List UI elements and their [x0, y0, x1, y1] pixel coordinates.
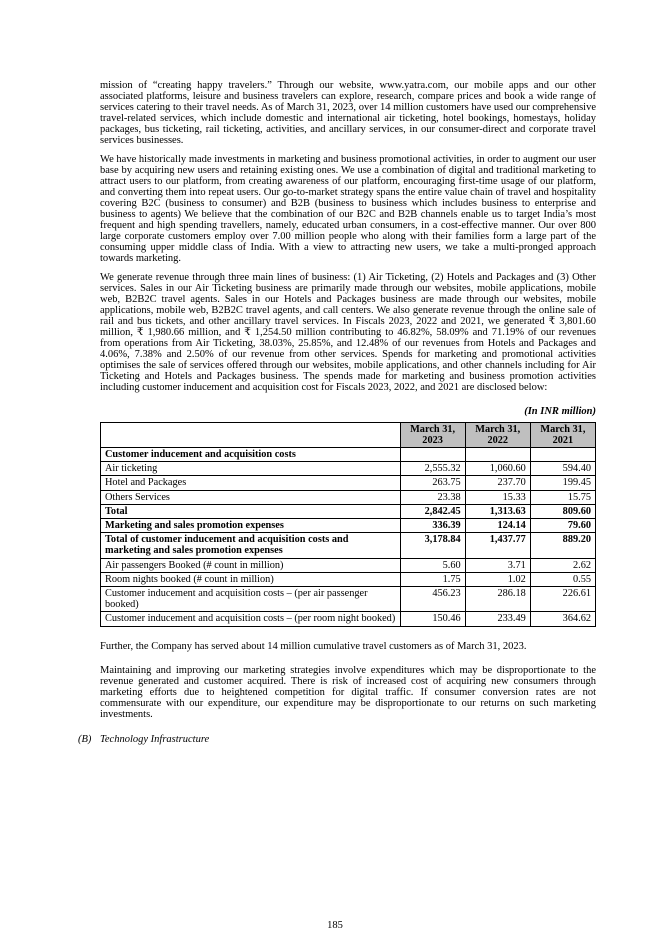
- table-row-others-services: [101, 490, 596, 504]
- row-value: 233.49: [465, 612, 530, 626]
- row-value: 286.18: [465, 586, 530, 611]
- row-value: 2.62: [530, 558, 595, 572]
- marketing-costs-table: [100, 422, 596, 627]
- table-header-blank-cell: [101, 422, 401, 447]
- table-row-air-ticketing: [101, 462, 596, 476]
- row-label: Total of customer inducement and acquisition costs and marketing and sales promotion expenses: [101, 533, 401, 558]
- row-value: 5.60: [400, 558, 465, 572]
- table-row-hotel-packages: [101, 476, 596, 490]
- row-value: 15.75: [530, 490, 595, 504]
- row-value: 124.14: [465, 518, 530, 532]
- table-caption: (In INR million): [524, 405, 596, 417]
- row-value: 336.39: [400, 518, 465, 532]
- row-value: 23.38: [400, 490, 465, 504]
- row-value: 1,060.60: [465, 462, 530, 476]
- table-row-air-passengers-booked: [101, 558, 596, 572]
- row-value: 15.33: [465, 490, 530, 504]
- table-row-marketing-sales-promotion: [101, 518, 596, 532]
- paragraph-2: We have historically made investments in marketing and business promotional activities, in order to augment our user base by acquiring new users and retaining existing ones. We use a combination of digital and traditional marketing to attract users to our platform, from creating awareness of our platform, encouraging first-time usage of our platform, and converting them into repeat users. Our go-to-market strategy spans the entire value chain of travel and hospitality covering B2C (business to consumer) and B2B (business to business which includes business to enterprise and business to agents) We believe that the combination of our B2C and B2B channels enable us to target India’s most frequent and high spending travellers, namely, educated urban consumers, in a cost-effective manner. Our over 800 large corporate customers employ over 7.00 million people who along with their families form a large part of the consuming upper middle class of India. With a view to attracting new users, we take a multi-pronged approach towards marketing.: [100, 153, 596, 265]
- row-value: 199.45: [530, 476, 595, 490]
- row-label: Total: [101, 504, 401, 518]
- table-header-row: [101, 422, 596, 447]
- row-value: 594.40: [530, 462, 595, 476]
- row-value: [530, 447, 595, 461]
- row-value: 0.55: [530, 572, 595, 586]
- paragraph-3: We generate revenue through three main lines of business: (1) Air Ticketing, (2) Hotels and Packages and (3) Other services. Sales in our Air Ticketing business are primarily made through our websites, mobile applications, mobile web, B2B2C travel agents. Sales in our Hotels and Packages business are made through our websites, mobile applications, mobile web, B2B2C travel agents, and call centers. We also generate revenue through the online sale of rail and bus tickets, and other ancillary travel services. In Fiscals 2023, 2022 and 2021, we generated ₹ 3,801.60 million, ₹ 1,980.66 million, and ₹ 1,254.50 million contributing to 46.82%, 58.09% and 71.19% of our revenues from operations from Air Ticketing, 38.03%, 25.85%, and 12.48% of our revenues from Hotels and Packages and 4.06%, 7.38% and 2.50% of our revenue from other services. Spends for marketing and promotional activities optimises the sale of services offered through our websites, mobile applications, and other channels including for Air Ticketing and Hotels and Packages business. The spends made for marketing and business promotion activities including customer inducement and acquisition cost for Fiscals 2023, 2022, and 2021 are disclosed below:: [100, 271, 596, 394]
- row-label: Others Services: [101, 490, 401, 504]
- row-value: 263.75: [400, 476, 465, 490]
- table-row-total: [101, 504, 596, 518]
- row-value: [400, 447, 465, 461]
- table-row-room-nights-booked: [101, 572, 596, 586]
- row-label: Air passengers Booked (# count in million): [101, 558, 401, 572]
- section-b-heading: [78, 734, 596, 745]
- paragraph-4: Further, the Company has served about 14 million cumulative travel customers as of March 31, 2023.: [100, 640, 527, 652]
- page-number: 185: [327, 920, 343, 931]
- row-value: 809.60: [530, 504, 595, 518]
- row-label: Customer inducement and acquisition costs – (per room night booked): [101, 612, 401, 626]
- table-row-cost-per-air-passenger: [101, 586, 596, 611]
- row-value: 226.61: [530, 586, 595, 611]
- row-value: 79.60: [530, 518, 595, 532]
- row-value: 2,842.45: [400, 504, 465, 518]
- row-value: 2,555.32: [400, 462, 465, 476]
- table-row-section-customer-inducement: [101, 447, 596, 461]
- row-value: 456.23: [400, 586, 465, 611]
- table-header-fy2023: March 31, 2023: [400, 422, 465, 447]
- row-value: 3.71: [465, 558, 530, 572]
- row-label: Customer inducement and acquisition costs – (per air passenger booked): [101, 586, 401, 611]
- row-label: Room nights booked (# count in million): [101, 572, 401, 586]
- row-value: 237.70: [465, 476, 530, 490]
- table-row-total-combined: [101, 533, 596, 558]
- row-value: 3,178.84: [400, 533, 465, 558]
- row-value: 1,437.77: [465, 533, 530, 558]
- table-header-fy2022: March 31, 2022: [465, 422, 530, 447]
- paragraph-5: Maintaining and improving our marketing strategies involve expenditures which may be disproportionate to the revenue generated and customer acquired. There is risk of increased cost of acquiring new consumers through marketing efforts due to heightened competition for digital traffic. If consumer conversion rates are not commensurate with our expenditure, our expenditure may be disproportionate to our returns on such marketing investments.: [100, 664, 596, 721]
- row-value: [465, 447, 530, 461]
- row-value: 1.02: [465, 572, 530, 586]
- row-value: 889.20: [530, 533, 595, 558]
- row-value: 364.62: [530, 612, 595, 626]
- row-value: 1,313.63: [465, 504, 530, 518]
- row-label: Air ticketing: [101, 462, 401, 476]
- section-b-marker: (B): [78, 734, 92, 746]
- row-value: 1.75: [400, 572, 465, 586]
- row-label: Customer inducement and acquisition costs: [101, 447, 401, 461]
- row-value: 150.46: [400, 612, 465, 626]
- table-header-fy2021: March 31, 2021: [530, 422, 595, 447]
- section-b-title: Technology Infrastructure: [100, 734, 210, 746]
- paragraph-1: mission of “creating happy travelers.” Through our website, www.yatra.com, our mobile apps and our other associated platforms, leisure and business travelers can explore, research, compare prices and book a wide range of services catering to their travel needs. As of March 31, 2023, over 14 million customers have used our comprehensive travel-related services, which include domestic and international air ticketing, hotel bookings, homestays, holiday packages, bus ticketing, rail ticketing, activities, and ancillary services, in our consumer-direct and corporate travel services businesses.: [100, 80, 596, 147]
- table-row-cost-per-room-night: [101, 612, 596, 626]
- row-label: Hotel and Packages: [101, 476, 401, 490]
- row-label: Marketing and sales promotion expenses: [101, 518, 401, 532]
